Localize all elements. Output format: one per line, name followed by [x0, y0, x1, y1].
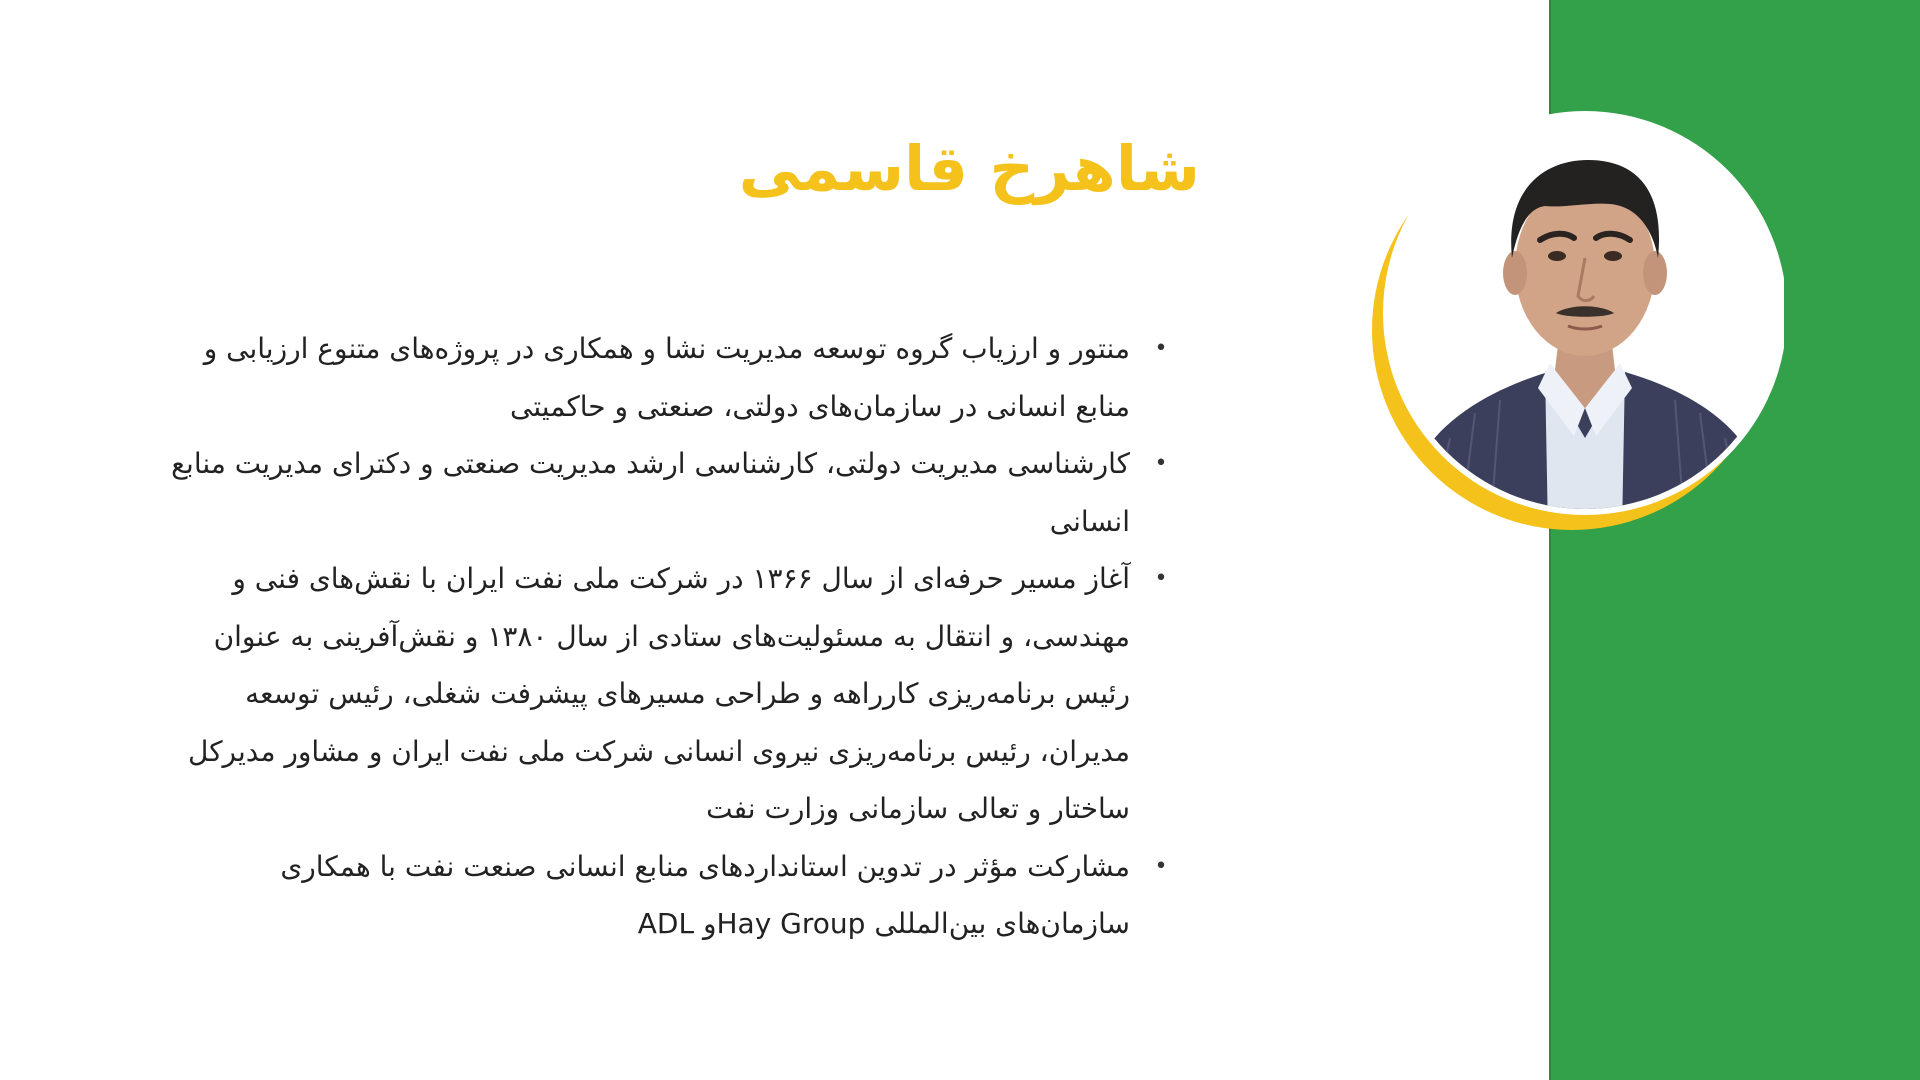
bio-bullet-item [150, 550, 1168, 838]
bullet-icon: • [1154, 336, 1168, 361]
bullet-icon: • [1154, 566, 1168, 591]
bullet-icon: • [1154, 451, 1168, 476]
bio-bullet-text: کارشناسی مدیریت دولتی، کارشناسی ارشد مدیریت صنعتی و دکترای مدیریت منابع انسانی [171, 447, 1130, 538]
bio-bullet-text: منتور و ارزیاب گروه توسعه مدیریت نشا و همکاری در پروژه‌های متنوع ارزیابی و منابع انسانی در سازمان‌های دولتی، صنعتی و حاکمیتی [203, 332, 1130, 423]
bio-bullet-item [150, 838, 1168, 953]
bullet-icon: • [1154, 853, 1168, 879]
profile-photo [1360, 108, 1784, 532]
bio-bullet-item [150, 320, 1168, 435]
bio-bullet-item [150, 435, 1168, 550]
bio-bullet-text: آغاز مسیر حرفه‌ای از سال ۱۳۶۶ در شرکت ملی نفت ایران با نقش‌های فنی و مهندسی، و انتقال به مسئولیت‌های ستادی از سال ۱۳۸۰ و نقش‌آفرینی به عنوان رئیس برنامه‌ریزی کارراهه و طراحی مسیرهای پیشرفت شغلی، رئیس توسعه مدیران، رئیس برنامه‌ریزی نیروی انسانی شرکت ملی نفت ایران و مشاور مدیرکل ساختار و تعالی سازمانی وزارت نفت [188, 562, 1130, 825]
page-title: شاهرخ قاسمی [738, 132, 1200, 205]
profile-photo-icon [1360, 108, 1784, 532]
bio-bullet-text: مشارکت مؤثر در تدوین استانداردهای منابع انسانی صنعت نفت با همکاری سازمان‌های بین‌المللی Hay Groupو ADL [280, 849, 1130, 940]
bio-bullet-list [150, 320, 1170, 953]
